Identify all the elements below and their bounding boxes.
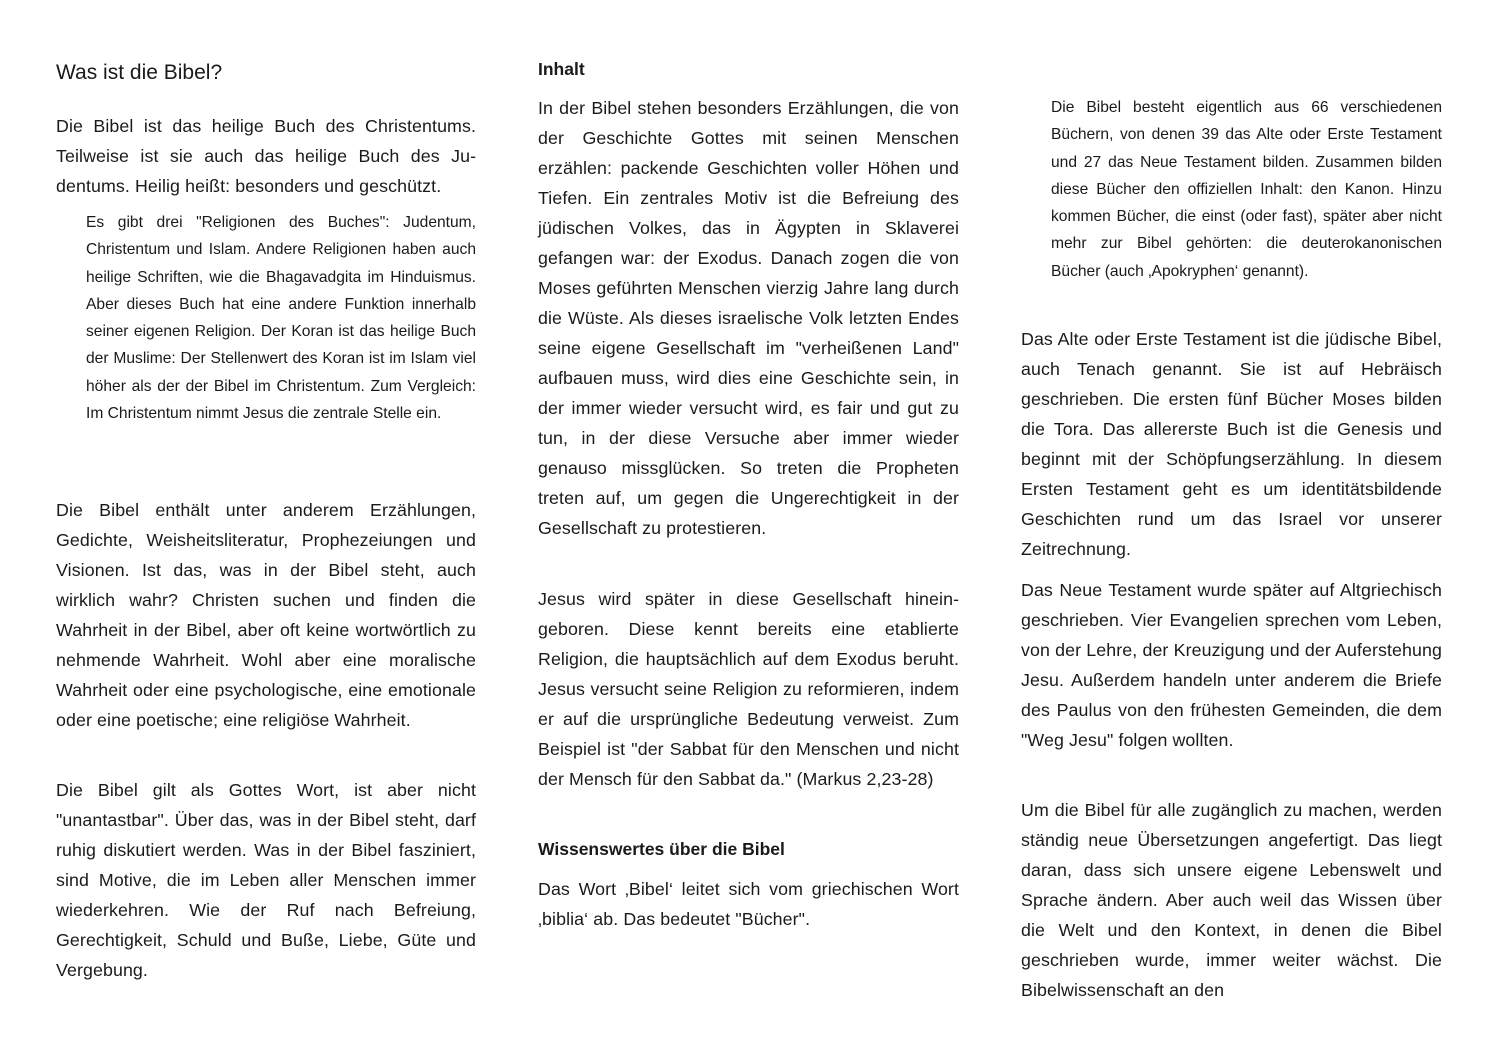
intro-paragraph: Die Bibel ist das heilige Buch des Christentums. Teilweise ist sie auch das heilige Buch des Judentums. Heilig heißt: besonders und geschützt.	[56, 116, 476, 196]
gods-word-paragraph: Die Bibel gilt als Gottes Wort, ist aber nicht "unantastbar". Über das, was in der Bibel steht, darf ruhig diskutiert werden. Was in der Bibel fasziniert, sind Motive, die im Leben aller Menschen immer wiederkehren. Wie der Ruf nach Befreiung, Gerechtigkeit, Schuld und Buße, Liebe, Güte und Vergebung.	[56, 780, 476, 980]
new-testament-paragraph: Das Neue Testament wurde später auf Altgriechisch geschrieben. Vier Evangelien sprechen vom Leben, von der Lehre, der Kreuzigung und der Auferstehung Jesu. Außerdem handeln unter anderem die Briefe des Paulus von den frühesten Gemeinden, die dem "Weg Jesu" folgen wollten.	[1021, 580, 1442, 750]
page-title: Was ist die Bibel?	[56, 61, 223, 84]
inhalt-paragraph: In der Bibel stehen besonders Erzählungen, die von der Geschichte Gottes mit seinen Menschen erzählen: packende Geschichten voller Höhen und Tiefen. Ein zentrales Motiv ist die Befreiung des jüdischen Volkes, das in Ägypten in Sklaverei gefangen war: der Exodus. Danach zogen die von Moses geführten Menschen vierzig Jahre lang durch die Wüste. Als dieses israelische Volk letzten Endes seine eigene Gesellschaft im "verheißenen Land" aufbauen muss, wird dies eine Geschichte sein, in der immer wieder versucht wird, es fair und gut zu tun, in der diese Versuche aber immer wieder genauso missglücken. So treten die Propheten treten auf, um gegen die Ungerechtigkeit in der Gesellschaft zu protestieren.	[538, 98, 959, 538]
religions-note: Es gibt drei "Religionen des Buches": Judentum, Christentum und Islam. Andere Religionen haben auch heilige Schriften, wie die Bhagavadgita im Hinduismus. Aber dieses Buch hat eine andere Funktion innerhalb seiner eigenen Religion. Der Koran ist das heilige Buch der Muslime: Der Stellenwert des Koran ist im Islam viel höher als der der Bibel im Christentum. Zum Vergleich: Im Christentum nimmt Jesus die zentrale Stelle ein.	[86, 214, 476, 423]
old-testament-paragraph: Das Alte oder Erste Testament ist die jüdische Bibel, auch Tenach genannt. Sie ist auf Hebräisch geschrieben. Die ersten fünf Bücher Moses bilden die Tora. Das allererste Buch ist die Genesis und beginnt mit der Schöpfungserzählung. In diesem Ersten Testament geht es um identitätsbildende Geschichten rund um das Israel vor unserer Zeitrechnung.	[1021, 329, 1442, 559]
heading-wissenswertes: Wissenswertes über die Bibel	[538, 839, 785, 859]
books-note: Die Bibel besteht eigentlich aus 66 verschiedenen Büchern, von denen 39 das Alte oder Erste Testament und 27 das Neue Testament bilden. Zusammen bilden diese Bücher den offiziellen Inhalt: den Kanon. Hinzu kommen Bücher, die einst (oder fast), später aber nicht mehr zur Bibel gehörten: die deuterokanonischen Bücher (auch ‚Apokryphen‘ genannt).	[1051, 99, 1442, 280]
wort-bibel-paragraph: Das Wort ‚Bibel‘ leitet sich vom griechischen Wort ‚biblia‘ ab. Das bedeutet "Bücher".	[538, 879, 959, 929]
jesus-paragraph: Jesus wird später in diese Gesellschaft hineingeboren. Diese kennt bereits eine etablierte Religion, die hauptsächlich auf dem Exodus beruht. Jesus versucht seine Religion zu reformieren, indem er auf die ursprüngliche Bedeutung verweist. Zum Beispiel ist "der Sabbat für den Menschen und nicht der Mensch für den Sabbat da." (Markus 2,23-28)	[538, 589, 959, 789]
heading-inhalt: Inhalt	[538, 59, 585, 79]
translations-paragraph: Um die Bibel für alle zugänglich zu machen, werden ständig neue Übersetzungen angefertigt. Das liegt daran, dass sich unsere eigene Lebenswelt und Sprache ändern. Aber auch weil das Wissen über die Welt und den Kontext, in denen die Bibel geschrieben wurde, immer weiter wächst. Die Bibelwissenschaft an den	[1021, 800, 1442, 1000]
content-paragraph: Die Bibel enthält unter anderem Erzählungen, Gedichte, Weisheitsliteratur, Prophezeiungen und Visionen. Ist das, was in der Bibel steht, auch wirklich wahr? Christen suchen und finden die Wahrheit in der Bibel, aber oft keine wortwörtlich zu nehmende Wahrheit. Wohl aber eine moralische Wahrheit oder eine psychologische, eine emotionale oder eine poetische; eine religiöse Wahrheit.	[56, 500, 476, 730]
